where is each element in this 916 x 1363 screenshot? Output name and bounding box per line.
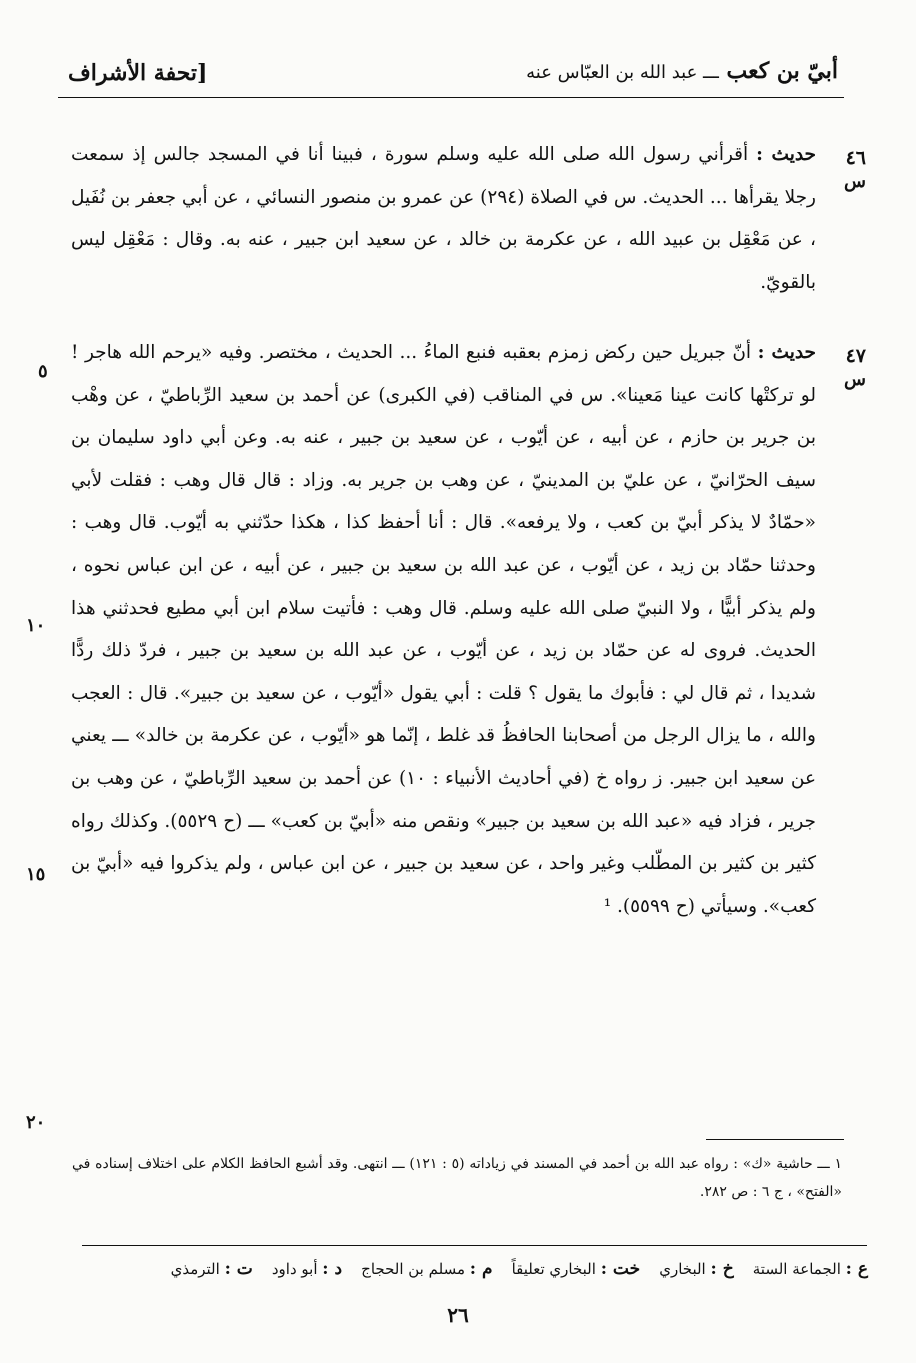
header-rule <box>58 97 844 98</box>
abbrev-key: خت : <box>600 1259 641 1279</box>
abbrev-value: مسلم بن الحجاج <box>361 1260 465 1278</box>
hadith-entry <box>71 332 816 928</box>
margin-line-number: ١٥ <box>26 864 46 885</box>
margin-line-number: ٢٠ <box>26 1112 46 1133</box>
entry-number <box>820 146 866 194</box>
abbrev-key: خ : <box>710 1259 734 1279</box>
abbrev-key: د : <box>322 1259 343 1279</box>
abbrev-key: ت : <box>224 1259 253 1279</box>
entry-symbol: س <box>844 171 866 192</box>
abbrev-value: الترمذي <box>170 1260 220 1278</box>
entry-number <box>820 344 866 392</box>
running-head-right <box>438 58 838 84</box>
abbrev-value: أبو داود <box>271 1260 318 1278</box>
footnote-rule <box>706 1139 844 1140</box>
abbreviation-rule <box>82 1245 867 1246</box>
hadith-entry <box>71 134 816 304</box>
abbrev-key: ع : <box>845 1259 868 1279</box>
abbrev-value: الجماعة الستة <box>752 1260 841 1278</box>
hadith-text: أقرأني رسول الله صلى الله عليه وسلم سورة ، فبينا أنا في المسجد جالس إذ سمعت رجلا يقرأها ... الحديث. س في الصلاة (٢٩٤) عن عمرو بن منصور النسائي ، عن أبي جعفر بن نُفَيل ، عن مَعْقِل بن عبيد الله ، عن عكرمة بن خالد ، عن سعيد ابن جبير ، عنه به. وقال : مَعْقِل ليس بالقويّ. <box>71 144 816 293</box>
abbrev-key: م : <box>469 1259 493 1279</box>
abbreviation-key <box>48 1256 868 1282</box>
hadith-keyword: حديث : <box>756 144 816 165</box>
hadith-keyword: حديث : <box>757 342 816 363</box>
entry-number-value: ٤٦ <box>845 147 866 169</box>
abbrev-value: البخاري <box>659 1260 706 1278</box>
page-number: ٢٦ <box>447 1303 469 1327</box>
entry-symbol: س <box>844 369 866 390</box>
running-head-right-bold: أبيّ بن كعب <box>726 58 838 84</box>
margin-line-number: ٥ <box>38 361 48 382</box>
running-head-right-rest: ـــ عبد الله بن العبّاس عنه <box>526 62 719 83</box>
hadith-text: أنّ جبريل حين ركض زمزم بعقبه فنبع الماءُ ... الحديث ، مختصر. وفيه «يرحم الله هاجر ! لو تركتْها كانت عينا مَعينا». س في المناقب (في الكبرى) عن أحمد بن سعيد الرِّباطيّ ، عن وهْب بن جرير بن حازم ، عن أبيه ، عن أيّوب ، عن سعيد بن جبير ، عنه به. وعن أبي داود سليمان بن سيف الحرّانيّ ، عن عليّ بن المدينيّ ، عن وهب بن جرير به. وزاد : قال قال وهب : فقلت لأبي «حمّادٌ لا يذكر أبيّ بن كعب ، ولا يرفعه». قال : أنا أحفظ كذا ، هكذا حدّثني به أيّوب. قال وهب : وحدثنا حمّاد بن زيد ، عن أيّوب ، عن عبد الله بن سعيد بن جبير ، عن أبيه ، عن ابن عباس نحوه ، ولم يذكر أبيًّا ، ولا النبيّ صلى الله عليه وسلم. قال وهب : فأتيت سلام ابن أبي مطيع فحدثني هذا الحديث. فروى له عن حمّاد بن زيد ، عن أيّوب ، عن عبد الله بن سعيد بن جبير ، فردّ ذلك ردًّا شديدا ، ثم قال لي : فأبوك ما يقول ؟ قلت : أبي يقول «أيّوب ، عن سعيد بن جبير». قال : العجب والله ، ما يزال الرجل من أصحابنا الحافظُ قد غلط ، إنّما هو «أيّوب ، عن عكرمة بن خالد» ـــ يعني عن سعيد ابن جبير. ز رواه خ (في أحاديث الأنبياء : ١٠) عن أحمد بن سعيد الرِّباطيّ ، عن وهب بن جرير ، فزاد فيه «عبد الله بن سعيد بن جبير» ونقص منه «أبيّ بن كعب» ـــ (ح ٥٥٢٩). وكذلك رواه كثير بن كثير بن المطّلب وغير واحد ، عن سعيد بن جبير ، عن ابن عباس ، ولم يذكروا فيه «أبيّ بن كعب». وسيأتي (ح ٥٥٩٩). ¹ <box>71 342 816 917</box>
abbrev-value: البخاري تعليقاً <box>511 1260 596 1278</box>
footnote: ١ ـــ حاشية «ك» : رواه عبد الله بن أحمد في المسند في زياداته (٥ : ١٢١) ـــ انتهى. وقد أشبع الحافظ الكلام على اختلاف إسناده في «الفتح» ، ج ٦ : ص ٢٨٢. <box>72 1156 842 1200</box>
margin-line-number: ١٠ <box>26 615 46 636</box>
running-head-left: [تحفة الأشراف <box>68 60 208 86</box>
entry-number-value: ٤٧ <box>845 345 866 367</box>
